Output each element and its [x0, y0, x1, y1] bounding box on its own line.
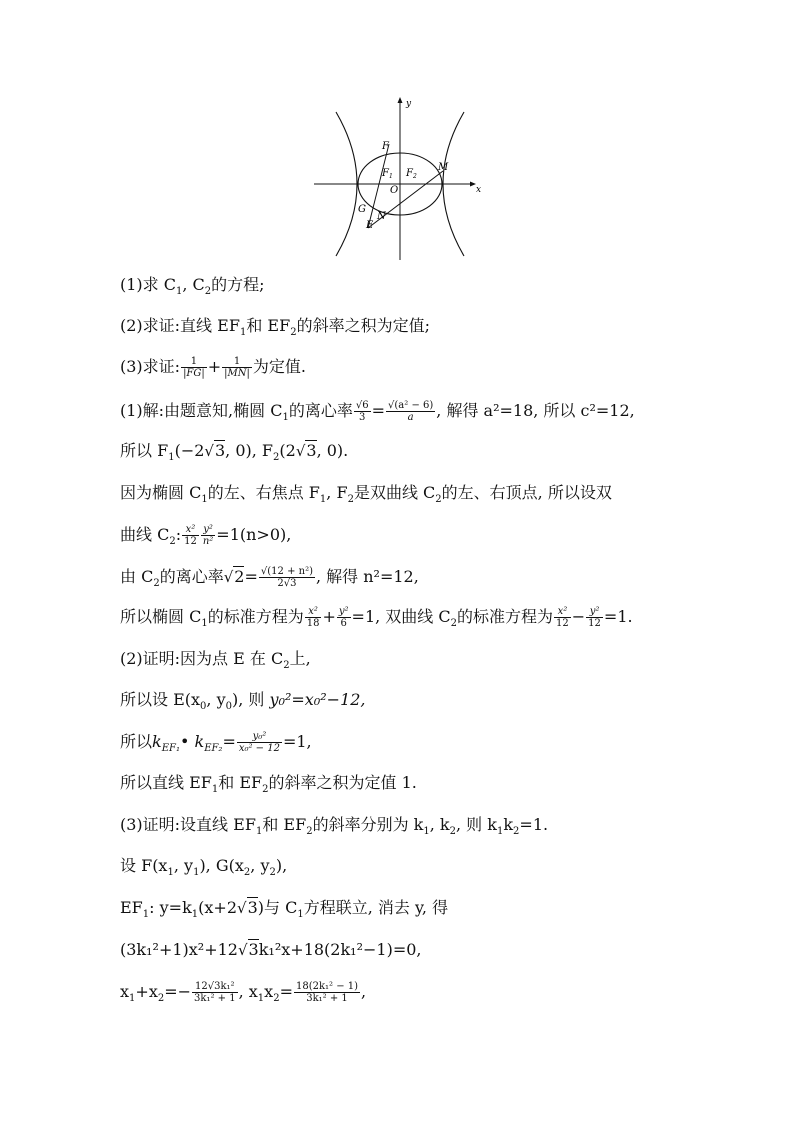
solution-3-line-4: (3k₁²+1)x²+12√3k₁²x+18(2k₁²−1)=0,	[120, 940, 422, 959]
solution-1-line-6: 所以椭圆 $C_1$的标准方程为 $\frac{\text{x²}}{18}$ + $\frac{\text{y²}}{6}$ =1, 双曲线 $C_2$的标准方程为 $\frac{\text{x²}}{12}$ − $\frac{\text{y²}}{12}$ =1.	[120, 606, 633, 630]
y-axis-arrow	[398, 97, 403, 103]
label-e: E	[366, 220, 374, 231]
ellipse-hyperbola-figure	[300, 96, 500, 264]
question-1: (1)求 $C_1$, $C_2$的方程;	[120, 275, 265, 298]
label-m: M	[438, 162, 449, 173]
solution-3-line-3: $EF_1$: $y=k_1(x+2√3)$与 $C_1$方程联立, 消去 y, 得	[120, 898, 449, 921]
solution-1-line-5: 由 $C_2$的离心率√2= $\frac{\text{√(12 + n²)}}{2√3}$ , 解得 n²=12,	[120, 566, 419, 590]
label-f2: $F_2$	[406, 168, 417, 180]
solution-2-line-1: (2)证明:因为点 E 在 $C_2$上,	[120, 649, 311, 672]
solution-1-line-3: 因为椭圆 $C_1$的左、右焦点 $F_1$, $F_2$是双曲线 $C_2$的左、右顶点, 所以设双	[120, 483, 612, 506]
label-g: G	[358, 204, 366, 215]
label-x: x	[476, 185, 482, 195]
label-y: y	[406, 99, 412, 109]
question-3: (3)求证: $\frac{1}{|FG|}$ + $\frac{1}{|MN|}$ 为定值.	[120, 356, 306, 379]
solution-1-line-2: 所以 $F_1(-2√3$, 0), $F_2(2√3$, 0).	[120, 441, 349, 464]
solution-3-line-1: (3)证明:设直线 $EF_1$和 $EF_2$的斜率分别为 $k_1$, $k_2$, 则 $k_1k_2=1$.	[120, 815, 549, 838]
solution-2-line-2: 所以设 $E(x_0$, $y_0$), 则 y₀²=x₀²−12,	[120, 690, 366, 713]
solution-1-line-4: 曲线 $C_2$: $\frac{\text{x²}}{12}$ $\frac{\text{y²}}{\text{n²}}$ =1(n>0),	[120, 524, 292, 548]
solution-2-line-4: 所以直线 $EF_1$和 $EF_2$的斜率之积为定值 1.	[120, 773, 417, 796]
label-n: N	[377, 211, 386, 222]
question-2: (2)求证:直线 $EF_1$和 $EF_2$的斜率之积为定值;	[120, 316, 430, 339]
solution-3-line-5: $x_1+x_2=-$ $\frac{\text{12√3k₁²}}{\text{3k₁² + 1}}$ , $x_1x_2=$ $\frac{\text{18(2k₁² − 1)}}{\text{3k₁² + 1}}$ ,	[120, 981, 367, 1005]
label-o: O	[390, 185, 399, 196]
label-f1: $F_1$	[382, 168, 393, 180]
solution-2-line-3: 所以$k_{EF_1}•$ $k_{EF_2}=$ $\frac{\text{y₀²}}{\text{x₀² − 12}}$ =1,	[120, 731, 312, 755]
solution-3-line-2: 设 $F(x_1$, $y_1$), $G(x_2$, $y_2$),	[120, 856, 288, 879]
label-f: F	[382, 141, 389, 152]
solution-1-line-1: (1)解:由题意知,椭圆 $C_1$的离心率 $\frac{√6}{3}$ = $\frac{\text{√(a² − 6)}}{a}$ , 解得 a²=18, 所以 c²=12,	[120, 400, 635, 424]
